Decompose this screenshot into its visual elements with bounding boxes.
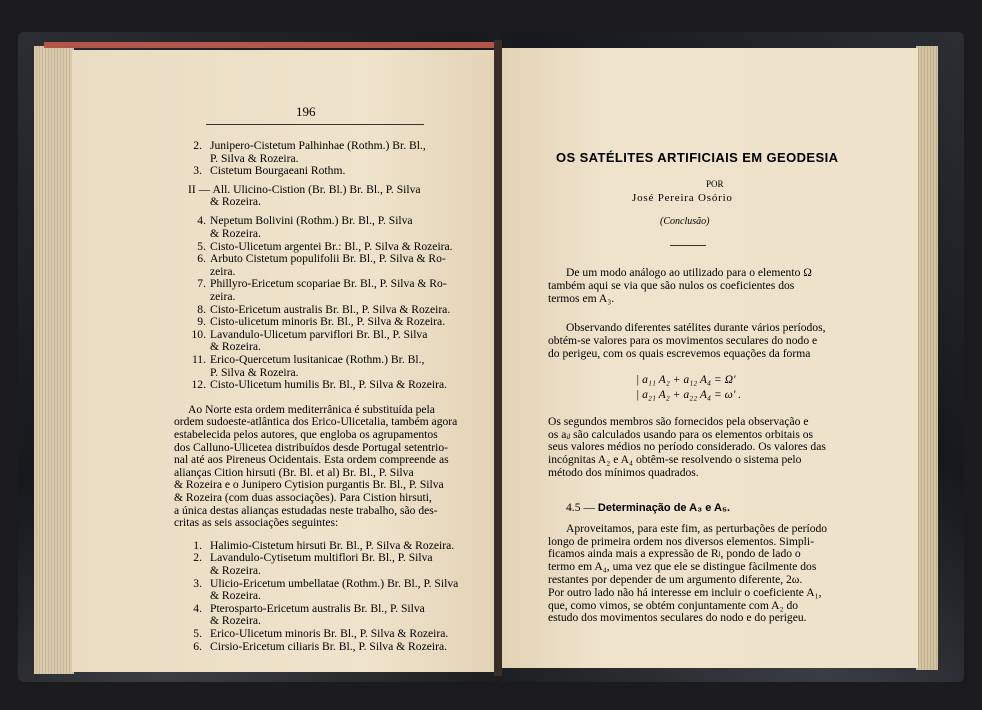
- association-item: Nepetum Bolivini (Rothm.) Br. Bl., P. Silva: [210, 214, 413, 228]
- paragraph-line: ficamos ainda mais a expressão de Rₗ, pondo de lado o: [548, 547, 801, 561]
- paragraph-line: termo em A₄, uma vez que ele se distingue fàcilmente dos: [548, 560, 817, 574]
- paragraph-line: De um modo análogo ao utilizado para o elemento Ω: [566, 266, 812, 279]
- association-item: Ulicio-Ericetum umbellatae (Rothm.) Br. Bl., P. Silva: [210, 576, 459, 590]
- paragraph-line: Os segundos membros são fornecidos pela observação e: [548, 414, 809, 428]
- paragraph-line: também aqui se via que são nulos os coeficientes dos: [548, 278, 795, 292]
- association-number: 11.: [191, 353, 206, 366]
- association-number: 8.: [197, 302, 206, 316]
- association-number: 6.: [193, 639, 202, 653]
- association-number: 3.: [193, 576, 202, 590]
- association-item: zeira.: [210, 264, 236, 278]
- association-item: Lavandulo-Cytisetum multiflori Br. Bl., P. Silva: [210, 551, 433, 565]
- book-spine: [494, 40, 502, 676]
- association-number: 10.: [191, 327, 206, 341]
- paragraph-line: Por outro lado não há interesse em incluir o coeficiente A₁,: [548, 585, 822, 599]
- association-item: & Rozeira.: [210, 589, 261, 603]
- association-item: Erico-Ulicetum minoris Br. Bl., P. Silva & Rozeira.: [210, 627, 449, 640]
- association-number: 12.: [191, 378, 206, 392]
- por-label: POR: [706, 179, 724, 189]
- association-number: 5.: [197, 239, 206, 253]
- association-item: & Rozeira.: [210, 564, 261, 577]
- alliance-heading: II — All. Ulicino-Cistion (Br. Bl.) Br. Bl., P. Silva: [188, 182, 421, 196]
- paragraph-line: Ao Norte esta ordem mediterrânica é substituída pela: [188, 402, 435, 416]
- association-number: 5.: [193, 627, 202, 640]
- continued-note: (Conclusão): [660, 216, 710, 227]
- paragraph-line: incógnitas A₂ e A₄ obtêm-se resolvendo o sistema pelo: [548, 453, 802, 467]
- equation: | a₂₁ A₂ + a₂₂ A₄ = ω' .: [636, 387, 742, 401]
- paragraph-line: nal até aos Pireneus Ocidentais. Esta ordem compreende as: [174, 453, 449, 467]
- association-number: 3.: [193, 164, 202, 178]
- paragraph-line: Aproveitamos, para este fim, as perturbações de período: [566, 521, 828, 535]
- paragraph-line: ordem sudoeste-atlântica dos Erico-Ulicetalia, também agora: [174, 415, 458, 429]
- association-item: Cisto-Ericetum australis Br. Bl., P. Silva & Rozeira.: [210, 302, 451, 316]
- paragraph-line: & Rozeira (com duas associações). Para Cistion hirsuti,: [174, 491, 432, 504]
- header-rule: [206, 124, 424, 125]
- association-number: 4.: [193, 601, 202, 615]
- association-number: 2.: [193, 551, 202, 565]
- author-name: José Pereira Osório: [632, 192, 733, 204]
- paragraph-line: a única destas alianças estudadas neste trabalho, são des-: [174, 503, 438, 517]
- paragraph-line: Observando diferentes satélites durante vários períodos,: [566, 321, 826, 335]
- paragraph-line: os aᵢⱼ são calculados usando para os elementos orbitais os: [548, 427, 814, 441]
- association-item: Cisto-Ulicetum argentei Br.: Bl., P. Silva & Rozeira.: [210, 239, 453, 253]
- association-item: Halimio-Cistetum hirsuti Br. Bl., P. Silva & Rozeira.: [210, 538, 455, 552]
- red-page-edge: [44, 42, 494, 48]
- equation: | a₁₁ A₂ + a₁₂ A₄ = Ω': [636, 372, 736, 386]
- association-item: Pterosparto-Ericetum australis Br. Bl., P. Silva: [210, 601, 425, 615]
- title-divider: [670, 245, 706, 246]
- left-page-edges: [34, 46, 74, 674]
- association-number: 1.: [193, 538, 202, 552]
- article-title: OS SATÉLITES ARTIFICIAIS EM GEODESIA: [556, 150, 839, 165]
- right-page-edges: [916, 46, 938, 670]
- association-number: 9.: [197, 315, 206, 329]
- paragraph-line: seus valores médios no período considerado. Os valores das: [548, 440, 826, 454]
- association-item: Cirsio-Ericetum ciliaris Br. Bl., P. Silva & Rozeira.: [210, 639, 447, 653]
- paragraph-line: estudo dos movimentos seculares do nodo e do perigeu.: [548, 611, 807, 625]
- paragraph-line: termos em A₃.: [548, 291, 615, 305]
- page-number: 196: [296, 104, 316, 119]
- association-item: & Rozeira.: [210, 614, 261, 628]
- paragraph-line: do perigeu, com os quais escrevemos equações da forma: [548, 347, 811, 360]
- association-item: Cistetum Bourgaeani Rothm.: [210, 164, 346, 178]
- paragraph-line: critas as seis associações seguintes:: [174, 516, 339, 530]
- section-heading: 4.5 — Determinação de A₃ e A₅.: [566, 500, 731, 514]
- association-item: Phillyro-Ericetum scopariae Br. Bl., P. Silva & Ro-: [210, 277, 447, 291]
- association-number: 2.: [193, 139, 202, 152]
- association-number: 4.: [197, 214, 206, 228]
- association-item: & Rozeira.: [210, 340, 261, 354]
- association-item: Erico-Quercetum lusitanicae (Rothm.) Br. Bl.,: [210, 353, 425, 366]
- paragraph-line: estabelecida pelos autores, que engloba os agrupamentos: [174, 428, 438, 441]
- association-item: Junipero-Cistetum Palhinhae (Rothm.) Br. Bl.,: [210, 139, 426, 152]
- association-item: Cisto-Ulicetum humilis Br. Bl., P. Silva & Rozeira.: [210, 378, 448, 392]
- section-title: Determinação de A₃ e A₅.: [597, 501, 731, 514]
- association-number: 6.: [197, 252, 206, 266]
- paragraph-line: dos Calluno-Ulicetea distribuídos desde Portugal setentrio-: [174, 440, 449, 454]
- association-item: Arbuto Cistetum populifolii Br. Bl., P. Silva & Ro-: [210, 252, 446, 266]
- alliance-heading: & Rozeira.: [210, 195, 261, 209]
- association-item: P. Silva & Rozeira.: [210, 151, 299, 165]
- paragraph-line: alianças Cition hirsuti (Br. Bl. et al) Br. Bl., P. Silva: [174, 465, 414, 479]
- paragraph-line: que, como vimos, se obtém conjuntamente com A₂ do: [548, 598, 799, 612]
- association-item: Lavandulo-Ulicetum parviflori Br. Bl., P. Silva: [210, 327, 428, 341]
- paragraph-line: & Rozeira e o Junipero Cytision purgantis Br. Bl., P. Silva: [174, 478, 444, 492]
- paragraph-line: obtém-se valores para os movimentos seculares do nodo e: [548, 334, 818, 348]
- paragraph-line: método dos mínimos quadrados.: [548, 466, 699, 479]
- association-item: P. Silva & Rozeira.: [210, 365, 299, 379]
- paragraph-line: restantes por depender de um argumento diferente, 2ω.: [548, 573, 803, 586]
- association-item: Cisto-ulicetum minoris Br. Bl., P. Silva & Rozeira.: [210, 315, 446, 329]
- paragraph-line: longo de primeira ordem nos diversos elementos. Simpli-: [548, 534, 814, 548]
- association-item: zeira.: [210, 290, 236, 303]
- association-number: 7.: [197, 277, 206, 291]
- association-item: & Rozeira.: [210, 227, 261, 240]
